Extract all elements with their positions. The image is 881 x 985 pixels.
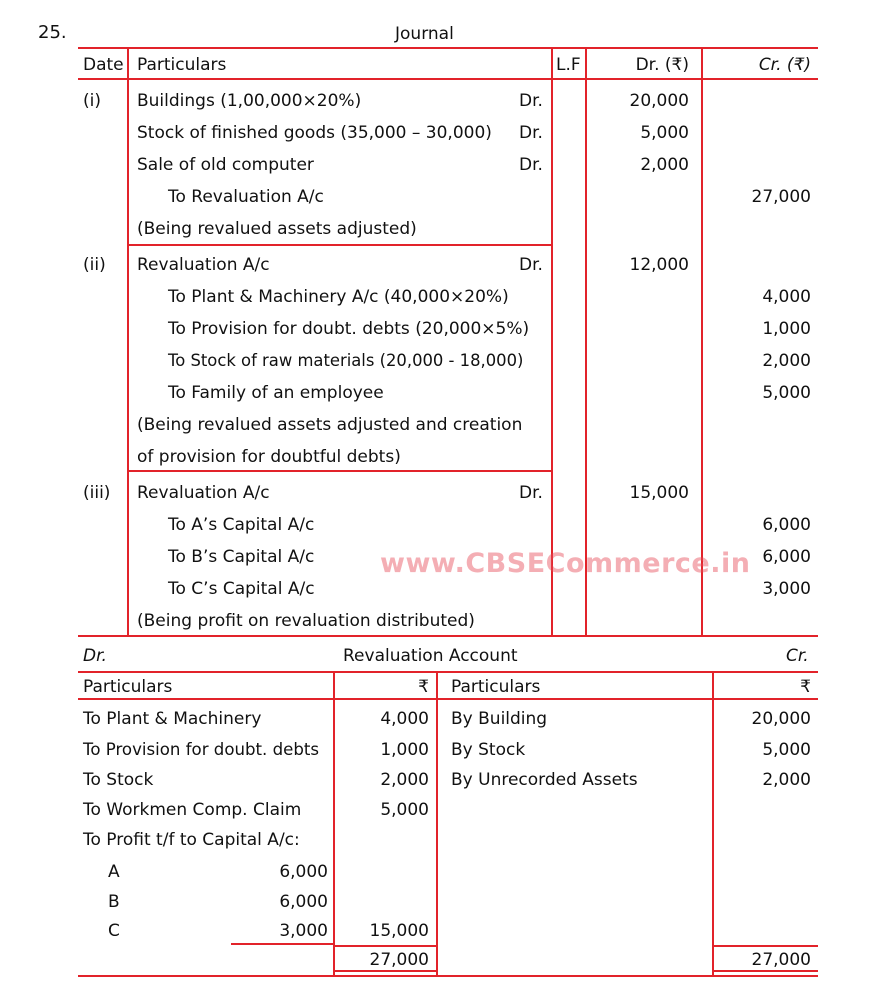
question-number: 25.	[38, 22, 67, 43]
dr-label: Dr.	[519, 255, 543, 275]
journal-bottom-rule	[78, 635, 818, 637]
journal-title: Journal	[395, 24, 454, 44]
entry-date: (ii)	[83, 255, 106, 275]
dr-amount: 2,000	[640, 155, 689, 175]
entry-line-text: Buildings (1,00,000×20%)	[137, 91, 362, 111]
entry-date: (i)	[83, 91, 101, 111]
journal-top-rule	[78, 47, 818, 49]
account-title: Revaluation Account	[343, 646, 518, 666]
cr-amount: 3,000	[762, 579, 811, 599]
partner-share: 3,000	[279, 921, 328, 941]
dr-amount: 12,000	[629, 255, 689, 275]
partner-name: A	[108, 862, 120, 882]
credit-amount: 5,000	[762, 740, 811, 760]
entry-separator	[128, 244, 552, 246]
header-particulars-left: Particulars	[83, 677, 173, 697]
lf-right-rule	[585, 47, 587, 635]
partner-name: B	[108, 892, 120, 912]
entry-line-text: To Family of an employee	[168, 383, 384, 403]
account-bottom-rule	[78, 975, 818, 977]
watermark: www.CBSECommerce.in	[380, 548, 751, 579]
debit-amount: 5,000	[380, 800, 429, 820]
header-lf: L.F	[556, 55, 581, 75]
dr-right-rule	[701, 47, 703, 635]
entry-line-text: To Stock of raw materials (20,000 - 18,000)	[168, 351, 524, 370]
cr-amount: 2,000	[762, 351, 811, 371]
total-double-rule-left	[333, 970, 438, 972]
entry-line-text: To Plant & Machinery A/c (40,000×20%)	[168, 287, 509, 307]
cr-amount: 1,000	[762, 319, 811, 339]
center-rule	[436, 671, 438, 976]
partner-share: 6,000	[279, 862, 328, 882]
header-date: Date	[83, 55, 124, 75]
dr-amount: 5,000	[640, 123, 689, 143]
dr-amount: 15,000	[629, 483, 689, 503]
narration: (Being revalued assets adjusted and creation	[137, 415, 523, 435]
account-header-rule	[78, 698, 818, 700]
lf-left-rule	[551, 47, 553, 635]
partner-name: C	[108, 921, 120, 941]
entry-line-text: To B’s Capital A/c	[168, 547, 315, 567]
dr-label: Dr.	[519, 155, 543, 175]
account-top-rule	[78, 671, 818, 673]
amount-left-rule	[333, 671, 335, 976]
cr-amount: 6,000	[762, 515, 811, 535]
narration: of provision for doubtful debts)	[137, 447, 401, 467]
total-top-rule-right	[712, 945, 818, 947]
credit-amount: 2,000	[762, 770, 811, 790]
entry-line-text: Stock of finished goods (35,000 – 30,000)	[137, 123, 492, 143]
debit-amount: 1,000	[380, 740, 429, 760]
partner-share: 6,000	[279, 892, 328, 912]
cr-amount: 6,000	[762, 547, 811, 567]
dr-amount: 20,000	[629, 91, 689, 111]
entry-line-text: To A’s Capital A/c	[168, 515, 315, 535]
debit-amount: 2,000	[380, 770, 429, 790]
header-amount-left: ₹	[418, 677, 429, 697]
dr-label: Dr.	[519, 483, 543, 503]
entry-separator	[128, 470, 552, 472]
cr-amount: 5,000	[762, 383, 811, 403]
credit-item: By Stock	[451, 740, 526, 760]
debit-item: To Profit t/f to Capital A/c:	[83, 830, 300, 850]
header-particulars-right: Particulars	[451, 677, 541, 697]
credit-amount: 20,000	[751, 709, 811, 729]
journal-header-rule	[78, 78, 818, 80]
total-right: 27,000	[751, 950, 811, 970]
debit-item: To Provision for doubt. debts	[83, 740, 320, 759]
profit-total: 15,000	[369, 921, 429, 941]
entry-line-text: Sale of old computer	[137, 155, 314, 175]
dr-label: Dr.	[519, 91, 543, 111]
dr-label: Dr.	[519, 123, 543, 143]
credit-item: By Unrecorded Assets	[451, 770, 638, 790]
narration: (Being profit on revaluation distributed)	[137, 611, 475, 631]
amount-right-rule	[712, 671, 714, 976]
entry-line-text: To C’s Capital A/c	[168, 579, 315, 599]
debit-item: To Workmen Comp. Claim	[83, 800, 302, 820]
debit-item: To Plant & Machinery	[83, 709, 262, 729]
total-double-rule-right	[712, 970, 818, 972]
cr-side-label: Cr.	[786, 646, 809, 666]
header-amount-right: ₹	[800, 677, 811, 697]
entry-line-text: To Revaluation A/c	[168, 187, 324, 207]
debit-amount: 4,000	[380, 709, 429, 729]
entry-line-text: Revaluation A/c	[137, 255, 270, 275]
total-left: 27,000	[369, 950, 429, 970]
entry-date: (iii)	[83, 483, 111, 503]
date-column-rule	[127, 47, 129, 635]
total-top-rule-left	[333, 945, 438, 947]
header-dr: Dr. (₹)	[635, 55, 689, 75]
credit-item: By Building	[451, 709, 548, 729]
subtotal-rule	[231, 943, 335, 945]
entry-line-text: Revaluation A/c	[137, 483, 270, 503]
header-particulars: Particulars	[137, 55, 227, 75]
entry-line-text: To Provision for doubt. debts (20,000×5%)	[168, 319, 530, 339]
narration: (Being revalued assets adjusted)	[137, 219, 417, 239]
cr-amount: 4,000	[762, 287, 811, 307]
dr-side-label: Dr.	[83, 646, 107, 666]
debit-item: To Stock	[83, 770, 154, 790]
cr-amount: 27,000	[751, 187, 811, 207]
header-cr: Cr. (₹)	[758, 55, 811, 75]
